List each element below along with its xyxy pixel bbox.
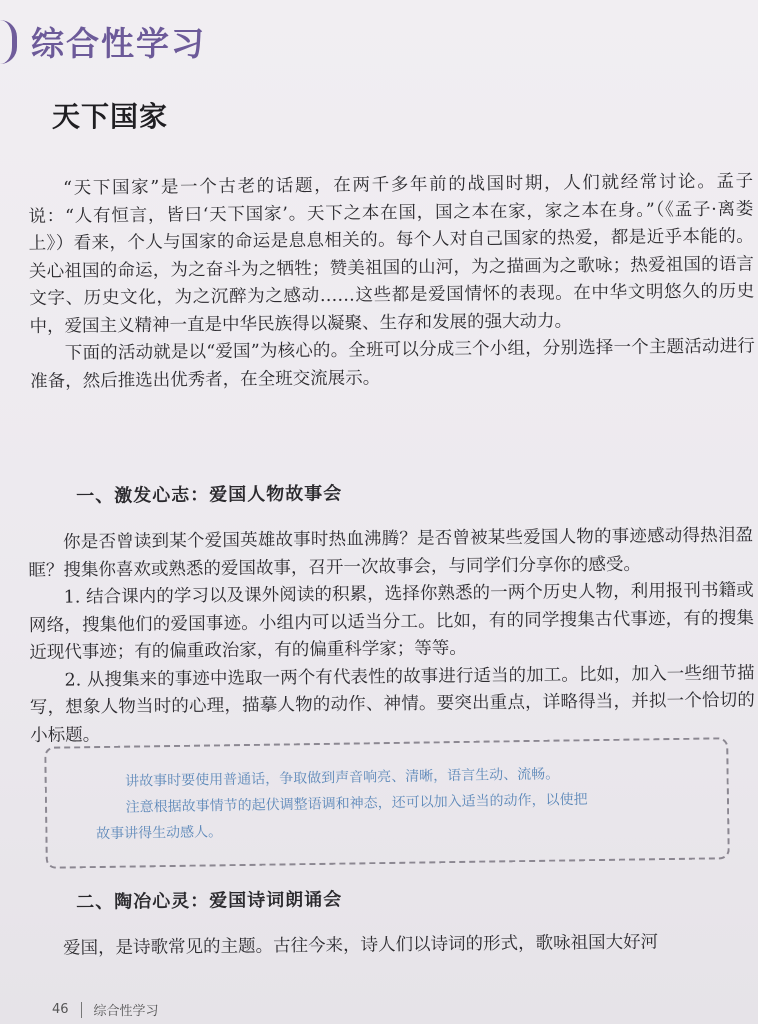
intro-paragraph-2: 下面的活动就是以“爱国”为核心的。全班可以分成三个小组，分别选择一个主题活动进行准备，然后推选出优秀者，在全班交流展示。 (30, 336, 755, 392)
section2-heading: 二、陶冶心灵：爱国诗词朗诵会 (76, 889, 343, 913)
lesson-title: 天下国家 (52, 100, 169, 133)
section1-heading: 一、激发心志：爱国人物故事会 (76, 483, 343, 507)
tip-line-1: 讲故事时要使用普通话，争取做到声音响亮、清晰，语言生动、流畅。 (125, 766, 560, 790)
tip-text (55, 758, 716, 848)
intro-paragraph-1: “天下国家”是一个古老的话题，在两千多年前的战国时期，人们就经常讨论。孟子说：“人有恒言，皆曰‘天下国家’。天下之本在国，国之本在家，家之本在身。”（《孟子·离娄上》）看来，个人与国家的命运是息息相关的。每个人对自己国家的热爱，都是近乎本能的。关心祖国的命运，为之奋斗为之牺牲；赞美祖国的山河，为之描画为之歌咏；热爱祖国的语言文字、历史文化，为之沉醉为之感动……这些都是爱国情怀的表现。在中华文明悠久的历史中，爱国主义精神一直是中华民族得以凝聚、生存和发展的强大动力。 (28, 171, 755, 337)
section1-paragraph-3: 2. 从搜集来的事迹中选取一两个有代表性的故事进行适当的加工。比如，加入一些细节描写，想象人物当时的心理，描摹人物的动作、神情。要突出重点，详略得当，并拟一个恰切的小标题。 (29, 662, 755, 746)
tip-line-2: 注意根据故事情节的起伏调整语调和神态，还可以加入适当的动作，以使把 (125, 791, 588, 816)
section2-text (28, 928, 753, 963)
section-bracket-icon (0, 20, 17, 64)
section1-text (28, 522, 755, 750)
section-title: 综合性学习 (31, 24, 206, 63)
section2-paragraph-1: 爱国，是诗歌常见的主题。古往今来，诗人们以诗词的形式，歌咏祖国大好河 (63, 932, 659, 959)
section-header (0, 18, 206, 65)
section1-paragraph-2: 1. 结合课内的学习以及课外阅读的积累，选择你熟悉的一两个历史人物，利用报刊书籍或网络，搜集他们的爱国事迹。小组内可以适当分工。比如，有的同学搜集古代事迹，有的搜集近现代事迹；有的偏重政治家，有的偏重科学家；等等。 (28, 580, 755, 663)
page-number: 46 (52, 1002, 69, 1017)
section1-paragraph-1: 你是否曾读到某个爱国英雄故事时热血沸腾？是否曾被某些爱国人物的事迹感动得热泪盈眶？搜集你喜欢或熟悉的爱国故事，召开一次故事会，与同学们分享你的感受。 (28, 525, 754, 581)
page-footer (52, 1000, 159, 1019)
running-title: 综合性学习 (93, 1004, 159, 1019)
footer-divider (81, 1002, 82, 1018)
intro-text (28, 168, 755, 396)
tip-line-3: 故事讲得生动感人。 (95, 824, 223, 843)
